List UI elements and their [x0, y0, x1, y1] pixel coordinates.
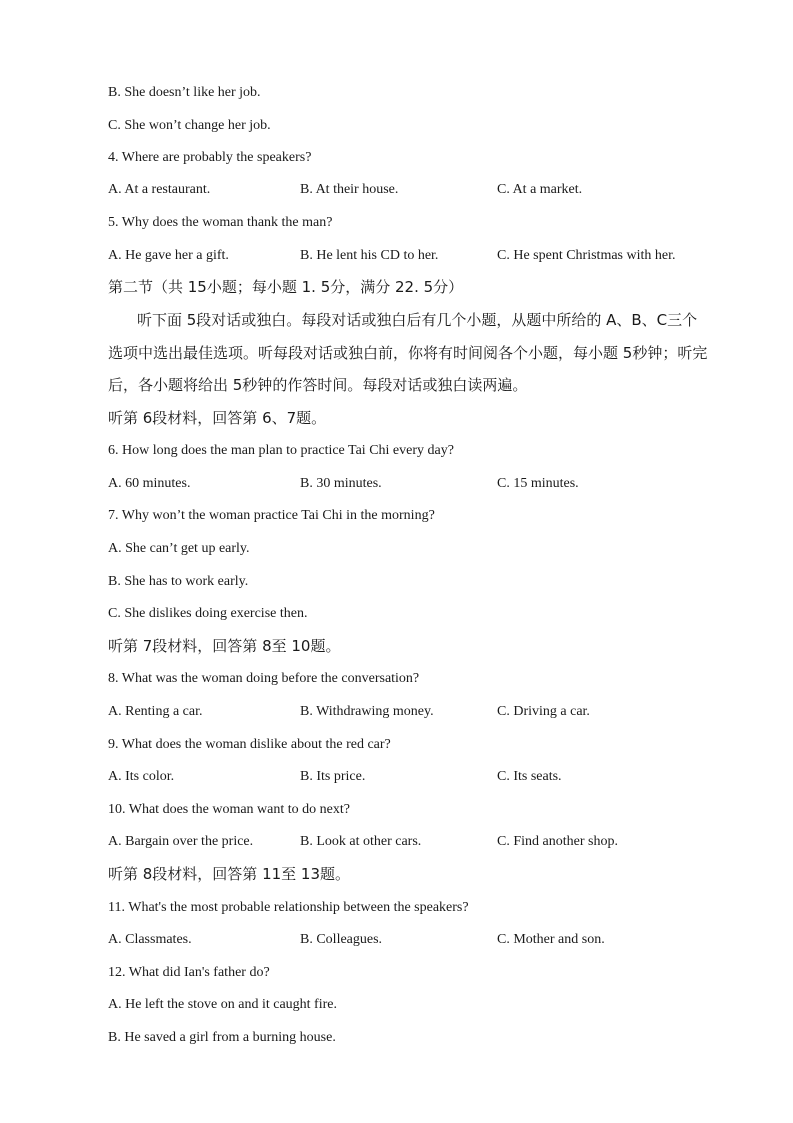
material-8-intro: 听第 8段材料，回答第 11至 13题。 — [108, 865, 351, 883]
instruction-line-1: 听下面 5段对话或独白。每段对话或独白后有几个小题，从题中所给的 A、B、C三个 — [137, 311, 698, 329]
q5-option-a: A. He gave her a gift. — [108, 248, 229, 263]
question-12: 12. What did Ian's father do? — [108, 965, 270, 980]
q9-option-a: A. Its color. — [108, 769, 175, 784]
q6-option-a: A. 60 minutes. — [108, 476, 191, 491]
q12-option-a: A. He left the stove on and it caught fire. — [108, 997, 337, 1012]
q6-option-b: B. 30 minutes. — [300, 476, 382, 491]
instruction-line-3: 后，各小题将给出 5秒钟的作答时间。每段对话或独白读两遍。 — [108, 376, 528, 394]
q5-option-b: B. He lent his CD to her. — [300, 248, 439, 263]
q10-option-a: A. Bargain over the price. — [108, 834, 254, 849]
q4-option-c: C. At a market. — [497, 182, 583, 197]
q11-option-b: B. Colleagues. — [300, 932, 383, 947]
q10-option-c: C. Find another shop. — [497, 834, 618, 849]
q8-option-a: A. Renting a car. — [108, 704, 203, 719]
q11-option-c: C. Mother and son. — [497, 932, 605, 947]
q10-option-b: B. Look at other cars. — [300, 834, 422, 849]
q8-option-b: B. Withdrawing money. — [300, 704, 434, 719]
q4-option-a: A. At a restaurant. — [108, 182, 211, 197]
q7-option-b: B. She has to work early. — [108, 574, 249, 589]
q6-option-c: C. 15 minutes. — [497, 476, 579, 491]
q12-option-b: B. He saved a girl from a burning house. — [108, 1030, 336, 1045]
q4-option-b: B. At their house. — [300, 182, 399, 197]
question-6: 6. How long does the man plan to practice Tai Chi every day? — [108, 443, 454, 458]
q7-option-a: A. She can’t get up early. — [108, 541, 250, 556]
q5-option-c: C. He spent Christmas with her. — [497, 248, 676, 263]
q9-option-c: C. Its seats. — [497, 769, 562, 784]
question-9: 9. What does the woman dislike about the red car? — [108, 737, 391, 752]
question-4: 4. Where are probably the speakers? — [108, 150, 312, 165]
question-5: 5. Why does the woman thank the man? — [108, 215, 333, 230]
question-8: 8. What was the woman doing before the conversation? — [108, 671, 420, 686]
question-11: 11. What's the most probable relationship between the speakers? — [108, 900, 469, 915]
option-c-q3: C. She won’t change her job. — [108, 118, 271, 133]
question-10: 10. What does the woman want to do next? — [108, 802, 350, 817]
section-2-heading: 第二节（共 15小题；每小题 1. 5分，满分 22. 5分） — [108, 278, 464, 296]
q8-option-c: C. Driving a car. — [497, 704, 590, 719]
material-7-intro: 听第 7段材料，回答第 8至 10题。 — [108, 637, 341, 655]
option-b-q3: B. She doesn’t like her job. — [108, 85, 261, 100]
q9-option-b: B. Its price. — [300, 769, 366, 784]
material-6-intro: 听第 6段材料，回答第 6、7题。 — [108, 409, 327, 427]
question-7: 7. Why won’t the woman practice Tai Chi in the morning? — [108, 508, 435, 523]
q7-option-c: C. She dislikes doing exercise then. — [108, 606, 308, 621]
instruction-line-2: 选项中选出最佳选项。听每段对话或独白前，你将有时间阅各个小题，每小题 5秒钟；听完 — [108, 344, 708, 362]
q11-option-a: A. Classmates. — [108, 932, 192, 947]
